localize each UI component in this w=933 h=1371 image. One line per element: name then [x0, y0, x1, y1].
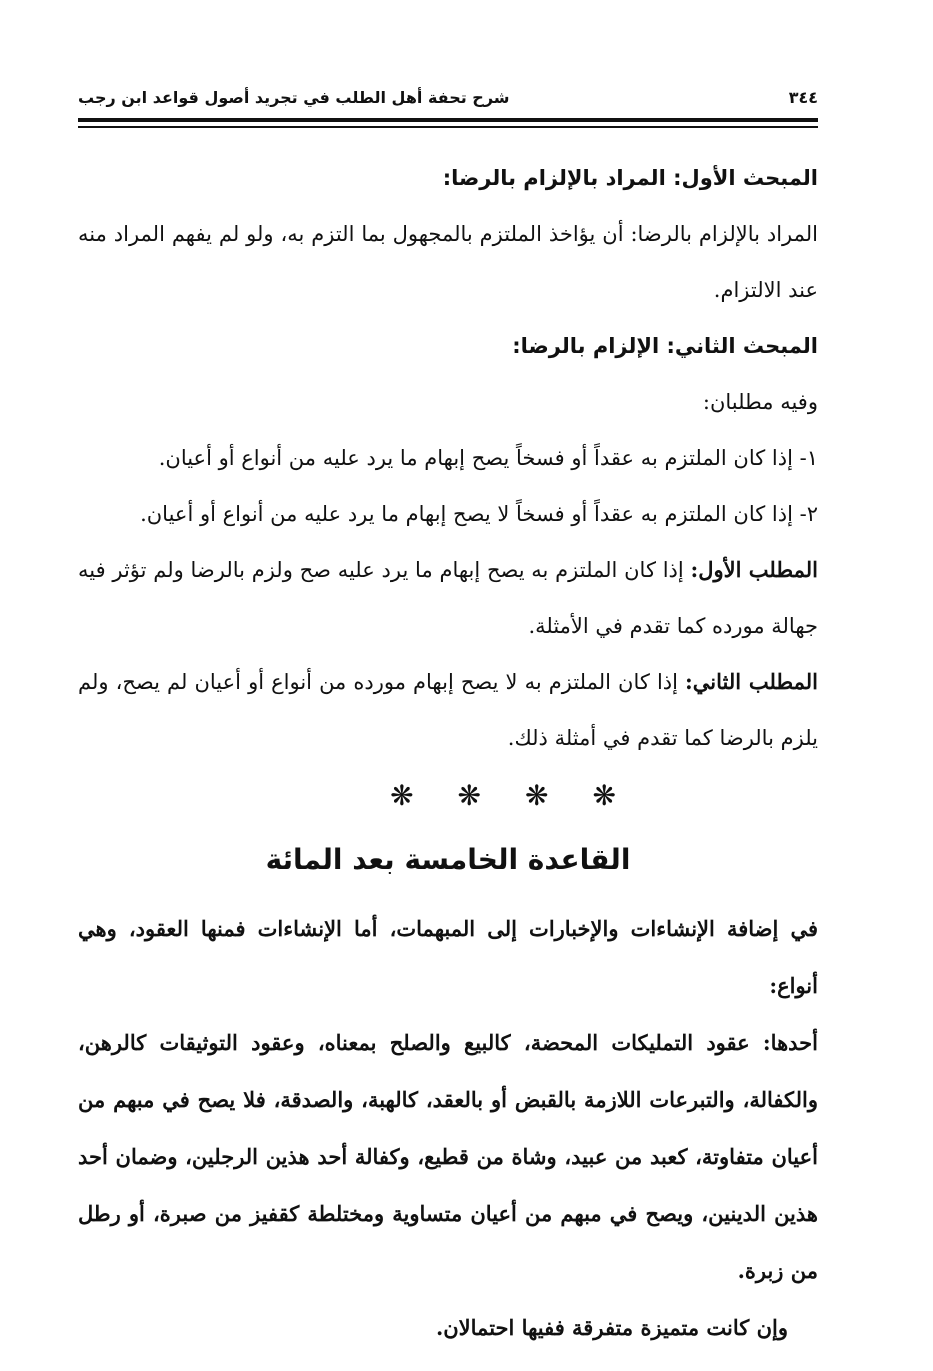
rule-paragraph-3: وإن كانت متميزة متفرقة ففيها احتمالان.	[435, 1315, 788, 1340]
section-divider-stars	[188, 766, 818, 826]
matlab-1-label: المطلب الأول:	[690, 557, 818, 582]
star-ornament-icon: ❋	[390, 779, 414, 812]
rule-paragraph-2: أحدها: عقود التمليكات المحضة، كالبيع والصلح بمعناه، وعقود التوثيقات كالرهن، والكفالة، والتبرعات اللازمة بالقبض أو بالعقد، كالهبة، والصدقة، فلا يصح في مبهم من أعيان متفاوتة، كعبد من عبيد، وشاة من قطيع، وكفالة أحد هذين الرجلين، وضمان أحد هذين الدينين، ويصح في مبهم من أعيان متساوية ومختلطة كقفيز من صبرة، أو رطل من زبرة.	[78, 1030, 818, 1283]
matlab-2-label: المطلب الثاني:	[685, 669, 818, 694]
rule-paragraph-1: في إضافة الإنشاءات والإخبارات إلى المبهمات، أما الإنشاءات فمنها العقود، وهي أنواع:	[78, 916, 818, 998]
paragraph-matlab-1	[78, 542, 818, 654]
matlab-1-text: إذا كان الملتزم به يصح إبهام ما يرد عليه صح ولزم بالرضا ولم تؤثر فيه جهالة مورده كما تقدم في الأمثلة.	[78, 558, 818, 638]
header-rule-thick	[78, 118, 818, 122]
rule-title: القاعدة الخامسة بعد المائة	[265, 843, 631, 876]
star-ornament-icon: ❋	[525, 779, 549, 812]
star-ornament-icon: ❋	[457, 779, 481, 812]
paragraph-matlab-2	[78, 654, 818, 766]
matlab-2-text: إذا كان الملتزم به لا يصح إبهام مورده من أنواع أو أعيان لم يصح، ولم يلزم بالرضا كما تقدم في أمثلة ذلك.	[78, 670, 818, 750]
page-number: ٣٤٤	[788, 87, 818, 107]
page-header	[78, 82, 818, 112]
heading-section-1: المبحث الأول: المراد بالإلزام بالرضا:	[442, 166, 818, 190]
heading-section-2: المبحث الثاني: الإلزام بالرضا:	[512, 334, 818, 358]
paragraph-definition: المراد بالإلزام بالرضا: أن يؤاخذ الملتزم بالمجهول بما التزم به، ولو لم يفهم المراد منه عند الالتزام.	[78, 222, 818, 302]
header-rule-thin	[78, 126, 818, 128]
intro-line: وفيه مطلبان:	[702, 390, 818, 414]
list-item-1: ١- إذا كان الملتزم به عقداً أو فسخاً يصح إبهام ما يرد عليه من أنواع أو أعيان.	[158, 446, 818, 470]
running-title: شرح تحفة أهل الطلب في تجريد أصول قواعد ابن رجب	[78, 87, 510, 107]
page-content	[78, 150, 818, 1356]
list-item-2: ٢- إذا كان الملتزم به عقداً أو فسخاً لا يصح إبهام ما يرد عليه من أنواع أو أعيان.	[140, 502, 818, 526]
star-ornament-icon: ❋	[592, 779, 616, 812]
